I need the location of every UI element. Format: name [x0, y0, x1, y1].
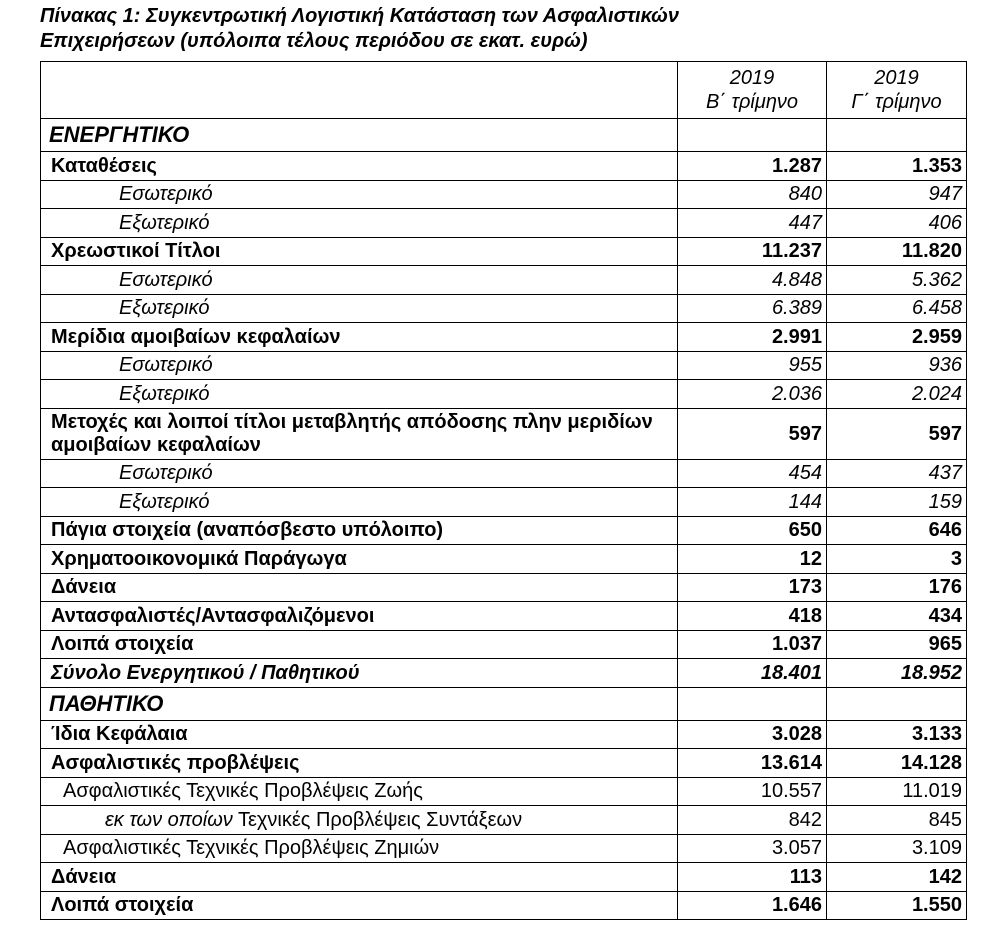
value-q2: 173 — [678, 573, 827, 602]
table-row — [41, 573, 967, 602]
header-q3-year: 2019 — [874, 67, 919, 89]
value-q2: 597 — [678, 408, 827, 459]
value-q2: 840 — [678, 180, 827, 209]
value-q3: 1.353 — [827, 152, 967, 181]
table-row — [41, 237, 967, 266]
value-q3: 936 — [827, 351, 967, 380]
header-q2 — [678, 62, 827, 119]
table-row — [41, 294, 967, 323]
value-q2: 113 — [678, 863, 827, 892]
table-row — [41, 720, 967, 749]
section-row-liabilities — [41, 687, 967, 720]
row-label: Εσωτερικό — [41, 266, 678, 295]
value-q2: 13.614 — [678, 749, 827, 778]
value-q3: 2.959 — [827, 323, 967, 352]
value-q2: 650 — [678, 516, 827, 545]
row-label: Καταθέσεις — [41, 152, 678, 181]
value-q2: 6.389 — [678, 294, 827, 323]
row-label: Ίδια Κεφάλαια — [41, 720, 678, 749]
value-q2: 12 — [678, 545, 827, 574]
table-row — [41, 323, 967, 352]
value-q2: 144 — [678, 488, 827, 517]
value-q2: 1.287 — [678, 152, 827, 181]
empty-cell — [678, 119, 827, 152]
header-empty-cell — [41, 62, 678, 119]
row-label: Σύνολο Ενεργητικού / Παθητικού — [41, 659, 678, 688]
table-row — [41, 408, 967, 459]
empty-cell — [678, 687, 827, 720]
table-title — [40, 4, 980, 54]
total-row — [41, 659, 967, 688]
section-heading: ΠΑΘΗΤΙΚΟ — [41, 687, 678, 720]
row-label: Αντασφαλιστές/Αντασφαλιζόμενοι — [41, 602, 678, 631]
row-label: Ασφαλιστικές προβλέψεις — [41, 749, 678, 778]
row-label: Χρεωστικοί Τίτλοι — [41, 237, 678, 266]
value-q2: 10.557 — [678, 777, 827, 806]
table-row — [41, 380, 967, 409]
table-row — [41, 630, 967, 659]
value-q3: 6.458 — [827, 294, 967, 323]
value-q2: 3.028 — [678, 720, 827, 749]
value-q2: 447 — [678, 209, 827, 238]
section-row-assets — [41, 119, 967, 152]
value-q2: 842 — [678, 806, 827, 835]
header-row — [41, 62, 967, 119]
table-row — [41, 459, 967, 488]
value-q3: 965 — [827, 630, 967, 659]
value-q2: 2.036 — [678, 380, 827, 409]
row-label: Εξωτερικό — [41, 488, 678, 517]
balance-sheet-table — [40, 61, 967, 920]
row-label: Εξωτερικό — [41, 209, 678, 238]
value-q3: 406 — [827, 209, 967, 238]
value-q2: 11.237 — [678, 237, 827, 266]
row-label: Εξωτερικό — [41, 380, 678, 409]
value-q3: 437 — [827, 459, 967, 488]
value-q3: 159 — [827, 488, 967, 517]
value-q3: 1.550 — [827, 891, 967, 920]
empty-cell — [827, 119, 967, 152]
table-row — [41, 863, 967, 892]
row-label: Χρηματοοικονομικά Παράγωγα — [41, 545, 678, 574]
empty-cell — [827, 687, 967, 720]
row-label: Δάνεια — [41, 573, 678, 602]
value-q2: 955 — [678, 351, 827, 380]
table-row — [41, 749, 967, 778]
value-q2: 4.848 — [678, 266, 827, 295]
row-label — [41, 806, 678, 835]
value-q3: 3 — [827, 545, 967, 574]
value-q2: 418 — [678, 602, 827, 631]
table-row — [41, 152, 967, 181]
value-q2: 1.037 — [678, 630, 827, 659]
row-label: Εσωτερικό — [41, 459, 678, 488]
table-row — [41, 834, 967, 863]
value-q3: 2.024 — [827, 380, 967, 409]
value-q3: 18.952 — [827, 659, 967, 688]
table-row — [41, 602, 967, 631]
value-q3: 597 — [827, 408, 967, 459]
row-label: Λοιπά στοιχεία — [41, 630, 678, 659]
header-q2-period: Β΄ τρίμηνο — [705, 91, 799, 113]
table-row — [41, 545, 967, 574]
value-q2: 18.401 — [678, 659, 827, 688]
table-row — [41, 891, 967, 920]
value-q3: 11.820 — [827, 237, 967, 266]
table-row — [41, 266, 967, 295]
row-label: Εσωτερικό — [41, 180, 678, 209]
value-q3: 3.109 — [827, 834, 967, 863]
value-q2: 2.991 — [678, 323, 827, 352]
value-q3: 947 — [827, 180, 967, 209]
value-q3: 11.019 — [827, 777, 967, 806]
header-q2-year: 2019 — [729, 67, 775, 89]
table-row — [41, 806, 967, 835]
row-label-text: Τεχνικές Προβλέψεις Συντάξεων — [232, 808, 523, 831]
row-label: Ασφαλιστικές Τεχνικές Προβλέψεις Ζημιών — [41, 834, 678, 863]
row-label: Εσωτερικό — [41, 351, 678, 380]
table-row — [41, 351, 967, 380]
row-label: Ασφαλιστικές Τεχνικές Προβλέψεις Ζωής — [41, 777, 678, 806]
header-q3 — [827, 62, 967, 119]
row-label: Λοιπά στοιχεία — [41, 891, 678, 920]
header-q3-period: Γ΄ τρίμηνο — [851, 91, 942, 113]
row-label-prefix: εκ των οποίων — [105, 808, 233, 831]
row-label: Εξωτερικό — [41, 294, 678, 323]
row-label: Μετοχές και λοιποί τίτλοι μεταβλητής απόδοσης πλην μεριδίων αμοιβαίων κεφαλαίων — [41, 408, 678, 459]
value-q3: 14.128 — [827, 749, 967, 778]
row-label: Πάγια στοιχεία (αναπόσβεστο υπόλοιπο) — [41, 516, 678, 545]
value-q3: 176 — [827, 573, 967, 602]
value-q3: 3.133 — [827, 720, 967, 749]
section-heading: ΕΝΕΡΓΗΤΙΚΟ — [41, 119, 678, 152]
value-q3: 646 — [827, 516, 967, 545]
table-row — [41, 488, 967, 517]
value-q2: 1.646 — [678, 891, 827, 920]
value-q2: 3.057 — [678, 834, 827, 863]
value-q2: 454 — [678, 459, 827, 488]
table-row — [41, 180, 967, 209]
row-label: Δάνεια — [41, 863, 678, 892]
value-q3: 5.362 — [827, 266, 967, 295]
title-line-1: Πίνακας 1: Συγκεντρωτική Λογιστική Κατάσταση των Ασφαλιστικών — [40, 5, 679, 27]
title-line-2: Επιχειρήσεων (υπόλοιπα τέλους περιόδου σε εκατ. ευρώ) — [40, 30, 588, 52]
value-q3: 434 — [827, 602, 967, 631]
table-row — [41, 516, 967, 545]
value-q3: 142 — [827, 863, 967, 892]
row-label: Μερίδια αμοιβαίων κεφαλαίων — [41, 323, 678, 352]
value-q3: 845 — [827, 806, 967, 835]
table-row — [41, 209, 967, 238]
table-row — [41, 777, 967, 806]
